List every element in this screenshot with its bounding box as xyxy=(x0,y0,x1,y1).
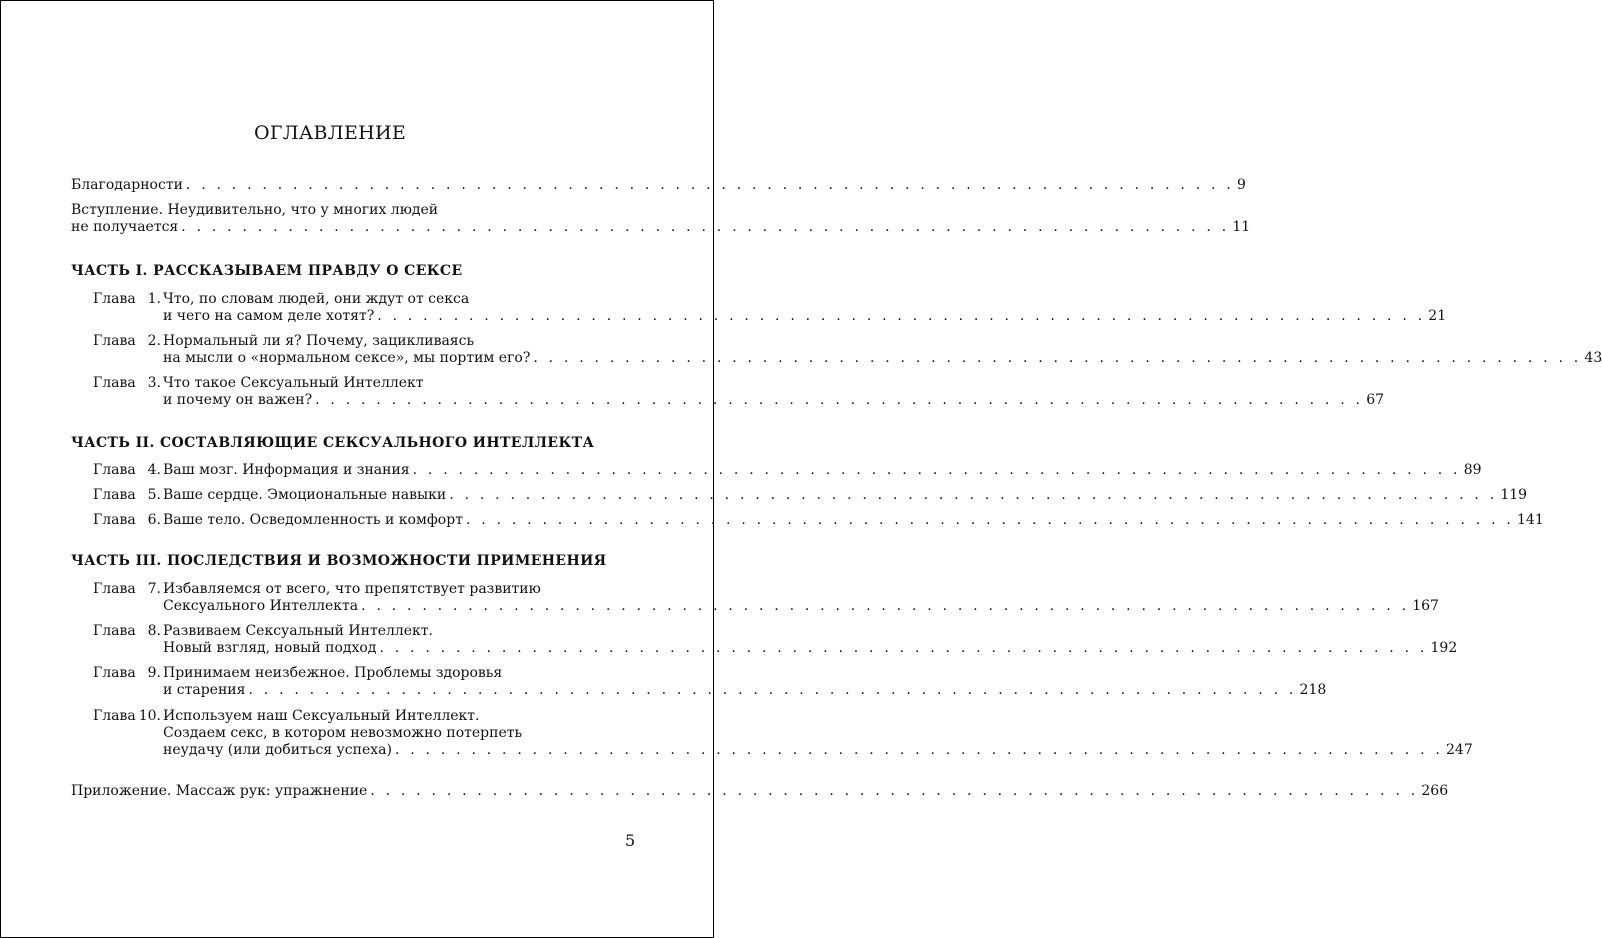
chapter-number: 8. xyxy=(147,623,161,639)
entry-title: Сексуального Интеллекта xyxy=(163,598,359,614)
chapter-number: 6. xyxy=(147,512,161,528)
entry-page-number: 89 xyxy=(1463,462,1482,478)
entry-page-number: 43 xyxy=(1584,350,1602,366)
entry-title: не получается xyxy=(71,219,179,235)
entry-page-number: 167 xyxy=(1412,598,1439,614)
dot-leader: . . . . . . . . . . . . . . . . . . . . . . . . . . . . . . . . . . . . . . . . . . . . . . . . . . . . . . . . . . . . . . . . . . . . . xyxy=(370,783,1419,799)
part-heading[interactable]: ЧАСТЬ III. ПОСЛЕДСТВИЯ И ВОЗМОЖНОСТИ ПРИМЕНЕНИЯ xyxy=(71,553,607,569)
dot-leader: . . . . . . . . . . . . . . . . . . . . . . . . . . . . . . . . . . . . . . . . . . . . . . . . . . . . . . . . . . . . . . . . . . . . . xyxy=(533,350,1582,366)
entry-title: Избавляемся от всего, что препятствует развитию xyxy=(163,581,541,597)
chapter-label: Глава xyxy=(93,708,136,724)
dot-leader: . . . . . . . . . . . . . . . . . . . . . . . . . . . . . . . . . . . . . . . . . . . . . . . . . . . . . . . . . . . . . . . . . . . . . xyxy=(185,177,1234,193)
chapter-label: Глава xyxy=(93,623,136,639)
part-heading[interactable]: ЧАСТЬ I. РАССКАЗЫВАЕМ ПРАВДУ О СЕКСЕ xyxy=(71,263,463,279)
entry-page-number: 218 xyxy=(1299,682,1327,698)
dot-leader: . . . . . . . . . . . . . . . . . . . . . . . . . . . . . . . . . . . . . . . . . . . . . . . . . . . . . . . . . . . . . . . . . . . . . xyxy=(361,598,1410,614)
dot-leader: . . . . . . . . . . . . . . . . . . . . . . . . . . . . . . . . . . . . . . . . . . . . . . . . . . . . . . . . . . . . . . . . . . . . . xyxy=(379,640,1428,656)
chapter-label: Глава xyxy=(93,333,136,349)
dot-leader: . . . . . . . . . . . . . . . . . . . . . . . . . . . . . . . . . . . . . . . . . . . . . . . . . . . . . . . . . . . . . . . . . . . . . xyxy=(315,392,1364,408)
entry-title: Ваше сердце. Эмоциональные навыки xyxy=(163,487,447,503)
entry-title: Приложение. Массаж рук: упражнение xyxy=(71,783,368,799)
page-number: 5 xyxy=(625,831,636,850)
dot-leader: . . . . . . . . . . . . . . . . . . . . . . . . . . . . . . . . . . . . . . . . . . . . . . . . . . . . . . . . . . . . . . . . . . . . . xyxy=(412,462,1461,478)
entry-title: Принимаем неизбежное. Проблемы здоровья xyxy=(163,665,503,681)
entry-title: Ваше тело. Осведомленность и комфорт xyxy=(163,512,463,528)
entry-title: Нормальный ли я? Почему, зацикливаясь xyxy=(163,333,475,349)
chapter-label: Глава xyxy=(93,665,136,681)
entry-title: Что такое Сексуальный Интеллект xyxy=(163,375,424,391)
chapter-number: 4. xyxy=(147,462,161,478)
chapter-number: 9. xyxy=(147,665,161,681)
entry-page-number: 9 xyxy=(1236,177,1246,193)
chapter-label: Глава xyxy=(93,487,136,503)
dot-leader: . . . . . . . . . . . . . . . . . . . . . . . . . . . . . . . . . . . . . . . . . . . . . . . . . . . . . . . . . . . . . . . . . . . . . xyxy=(377,308,1426,324)
dot-leader: . . . . . . . . . . . . . . . . . . . . . . . . . . . . . . . . . . . . . . . . . . . . . . . . . . . . . . . . . . . . . . . . . . . . . xyxy=(248,682,1297,698)
chapter-number: 7. xyxy=(147,581,161,597)
entry-title: Новый взгляд, новый подход xyxy=(163,640,377,656)
chapter-label: Глава xyxy=(93,291,136,307)
entry-title: Развиваем Сексуальный Интеллект. xyxy=(163,623,433,639)
entry-page-number: 141 xyxy=(1517,512,1544,528)
chapter-number: 1. xyxy=(147,291,161,307)
chapter-number: 10. xyxy=(138,708,161,724)
part-heading[interactable]: ЧАСТЬ II. СОСТАВЛЯЮЩИЕ СЕКСУАЛЬНОГО ИНТЕЛЛЕКТА xyxy=(71,435,595,451)
chapter-label: Глава xyxy=(93,512,136,528)
entry-page-number: 247 xyxy=(1446,742,1473,758)
chapter-label: Глава xyxy=(93,375,136,391)
entry-page-number: 67 xyxy=(1366,392,1385,408)
entry-title: Благодарности xyxy=(71,177,183,193)
entry-title: неудачу (или добиться успеха) xyxy=(163,742,392,758)
entry-page-number: 11 xyxy=(1232,219,1251,235)
chapter-number: 3. xyxy=(147,375,161,391)
entry-page-number: 266 xyxy=(1421,783,1449,799)
dot-leader: . . . . . . . . . . . . . . . . . . . . . . . . . . . . . . . . . . . . . . . . . . . . . . . . . . . . . . . . . . . . . . . . . . . . . xyxy=(394,742,1444,758)
entry-title: на мысли о «нормальном сексе», мы портим его? xyxy=(163,350,531,366)
entry-page-number: 192 xyxy=(1430,640,1458,656)
entry-title: и старения xyxy=(163,682,246,698)
entry-title: Создаем секс, в котором невозможно потерпеть xyxy=(163,725,523,741)
entry-page-number: 21 xyxy=(1428,308,1447,324)
entry-title: Вступление. Неудивительно, что у многих людей xyxy=(71,202,439,218)
entry-title: Ваш мозг. Информация и знания xyxy=(163,462,410,478)
chapter-number: 5. xyxy=(147,487,161,503)
page-title: ОГЛАВЛЕНИЕ xyxy=(253,122,407,144)
dot-leader: . . . . . . . . . . . . . . . . . . . . . . . . . . . . . . . . . . . . . . . . . . . . . . . . . . . . . . . . . . . . . . . . . . . . . xyxy=(465,512,1515,528)
chapter-label: Глава xyxy=(93,462,136,478)
entry-page-number: 119 xyxy=(1500,487,1528,503)
dot-leader: . . . . . . . . . . . . . . . . . . . . . . . . . . . . . . . . . . . . . . . . . . . . . . . . . . . . . . . . . . . . . . . . . . . . . xyxy=(181,219,1230,235)
chapter-label: Глава xyxy=(93,581,136,597)
entry-title: Используем наш Сексуальный Интеллект. xyxy=(163,708,480,724)
chapter-number: 2. xyxy=(147,333,161,349)
entry-title: и чего на самом деле хотят? xyxy=(163,308,375,324)
entry-title: и почему он важен? xyxy=(163,392,313,408)
dot-leader: . . . . . . . . . . . . . . . . . . . . . . . . . . . . . . . . . . . . . . . . . . . . . . . . . . . . . . . . . . . . . . . . . . . . . xyxy=(449,487,1498,503)
entry-title: Что, по словам людей, они ждут от секса xyxy=(163,291,470,307)
